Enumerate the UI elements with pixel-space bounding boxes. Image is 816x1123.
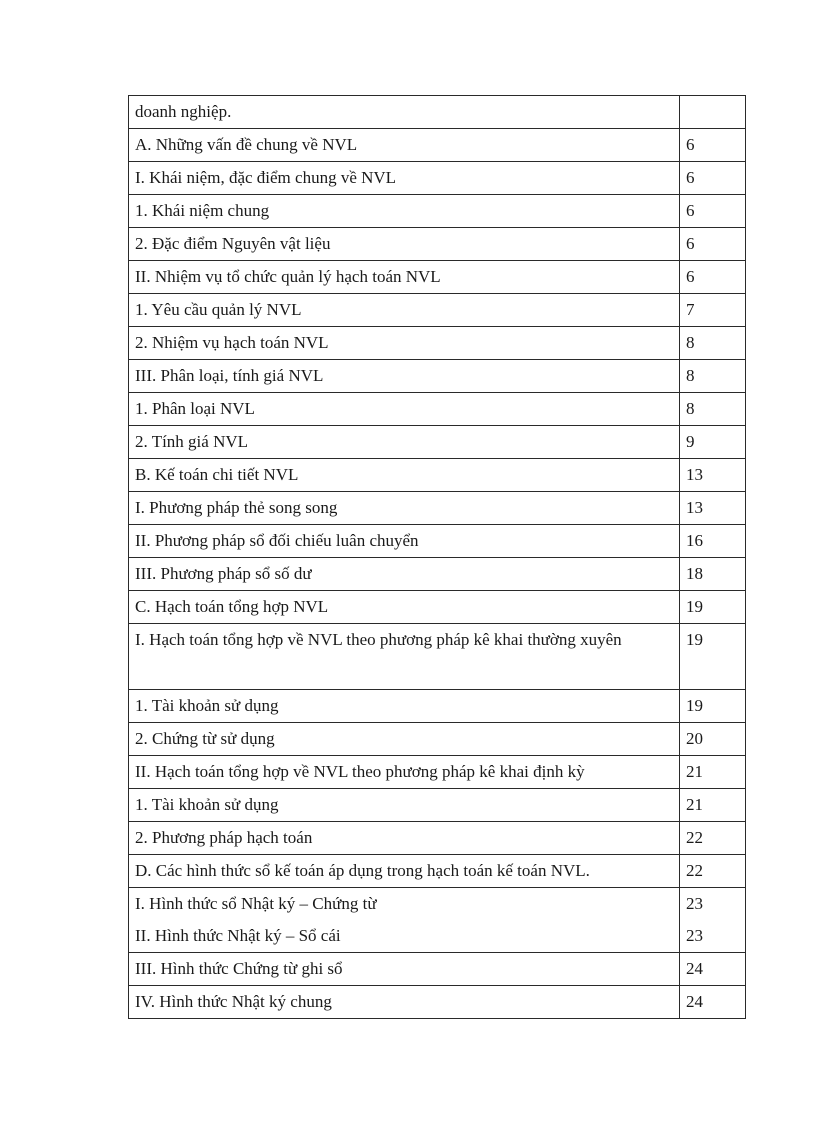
table-row [129, 591, 746, 624]
table-row [129, 129, 746, 162]
toc-entry-page: 6 [680, 129, 746, 162]
table-row [129, 888, 746, 921]
toc-entry-title: II. Hình thức Nhật ký – Sổ cái [129, 920, 680, 953]
toc-entry-page: 19 [680, 624, 746, 690]
toc-entry-page: 22 [680, 855, 746, 888]
table-row [129, 986, 746, 1019]
table-row [129, 393, 746, 426]
toc-entry-title: III. Hình thức Chứng từ ghi sổ [129, 953, 680, 986]
toc-entry-title: II. Hạch toán tổng hợp về NVL theo phương pháp kê khai định kỳ [129, 756, 680, 789]
toc-entry-title: B. Kế toán chi tiết NVL [129, 459, 680, 492]
toc-entry-title: 2. Phương pháp hạch toán [129, 822, 680, 855]
toc-entry-page: 6 [680, 162, 746, 195]
toc-entry-page: 22 [680, 822, 746, 855]
toc-entry-title: 1. Yêu cầu quản lý NVL [129, 294, 680, 327]
table-row [129, 920, 746, 953]
toc-entry-title: 2. Tính giá NVL [129, 426, 680, 459]
table-row [129, 459, 746, 492]
table-row [129, 822, 746, 855]
table-row [129, 855, 746, 888]
toc-entry-page: 7 [680, 294, 746, 327]
toc-entry-title: I. Hình thức sổ Nhật ký – Chứng từ [129, 888, 680, 921]
toc-entry-title: 1. Phân loại NVL [129, 393, 680, 426]
toc-entry-title: 1. Tài khoản sử dụng [129, 690, 680, 723]
toc-entry-page: 24 [680, 986, 746, 1019]
toc-entry-title: C. Hạch toán tổng hợp NVL [129, 591, 680, 624]
toc-entry-page: 6 [680, 261, 746, 294]
toc-entry-page: 16 [680, 525, 746, 558]
toc-entry-title: 2. Chứng từ sử dụng [129, 723, 680, 756]
toc-entry-title: A. Những vấn đề chung về NVL [129, 129, 680, 162]
toc-entry-page: 8 [680, 393, 746, 426]
toc-entry-title: doanh nghiệp. [129, 96, 680, 129]
toc-entry-title: 1. Tài khoản sử dụng [129, 789, 680, 822]
table-row [129, 195, 746, 228]
table-row [129, 228, 746, 261]
toc-entry-page: 23 [680, 920, 746, 953]
toc-entry-title: III. Phân loại, tính giá NVL [129, 360, 680, 393]
toc-entry-title: 2. Nhiệm vụ hạch toán NVL [129, 327, 680, 360]
table-row [129, 261, 746, 294]
toc-entry-page: 20 [680, 723, 746, 756]
toc-entry-title: I. Phương pháp thẻ song song [129, 492, 680, 525]
table-row [129, 96, 746, 129]
toc-entry-page: 21 [680, 789, 746, 822]
toc-entry-title: III. Phương pháp sổ số dư [129, 558, 680, 591]
toc-entry-page: 18 [680, 558, 746, 591]
table-row [129, 789, 746, 822]
table-row [129, 294, 746, 327]
toc-entry-page: 21 [680, 756, 746, 789]
table-row [129, 953, 746, 986]
table-row [129, 162, 746, 195]
toc-entry-page: 19 [680, 591, 746, 624]
toc-entry-page: 6 [680, 195, 746, 228]
toc-entry-page: 23 [680, 888, 746, 921]
toc-entry-title: D. Các hình thức sổ kế toán áp dụng trong hạch toán kế toán NVL. [129, 855, 680, 888]
table-row [129, 723, 746, 756]
toc-entry-title: 2. Đặc điểm Nguyên vật liệu [129, 228, 680, 261]
toc-entry-title: I. Hạch toán tổng hợp về NVL theo phương pháp kê khai thường xuyên [129, 624, 680, 690]
toc-entry-page: 19 [680, 690, 746, 723]
toc-entry-page: 9 [680, 426, 746, 459]
table-row [129, 525, 746, 558]
table-row [129, 624, 746, 690]
toc-entry-page: 8 [680, 327, 746, 360]
toc-entry-page [680, 96, 746, 129]
toc-entry-title: II. Nhiệm vụ tổ chức quản lý hạch toán NVL [129, 261, 680, 294]
table-row [129, 492, 746, 525]
table-row [129, 426, 746, 459]
toc-entry-title: II. Phương pháp sổ đối chiếu luân chuyển [129, 525, 680, 558]
table-row [129, 756, 746, 789]
toc-entry-page: 13 [680, 459, 746, 492]
table-row [129, 558, 746, 591]
toc-entry-page: 24 [680, 953, 746, 986]
toc-entry-page: 13 [680, 492, 746, 525]
table-row [129, 690, 746, 723]
toc-entry-title: I. Khái niệm, đặc điểm chung về NVL [129, 162, 680, 195]
toc-entry-title: 1. Khái niệm chung [129, 195, 680, 228]
table-row [129, 360, 746, 393]
toc-entry-page: 8 [680, 360, 746, 393]
table-of-contents [128, 95, 746, 1019]
toc-entry-title: IV. Hình thức Nhật ký chung [129, 986, 680, 1019]
toc-entry-page: 6 [680, 228, 746, 261]
table-row [129, 327, 746, 360]
